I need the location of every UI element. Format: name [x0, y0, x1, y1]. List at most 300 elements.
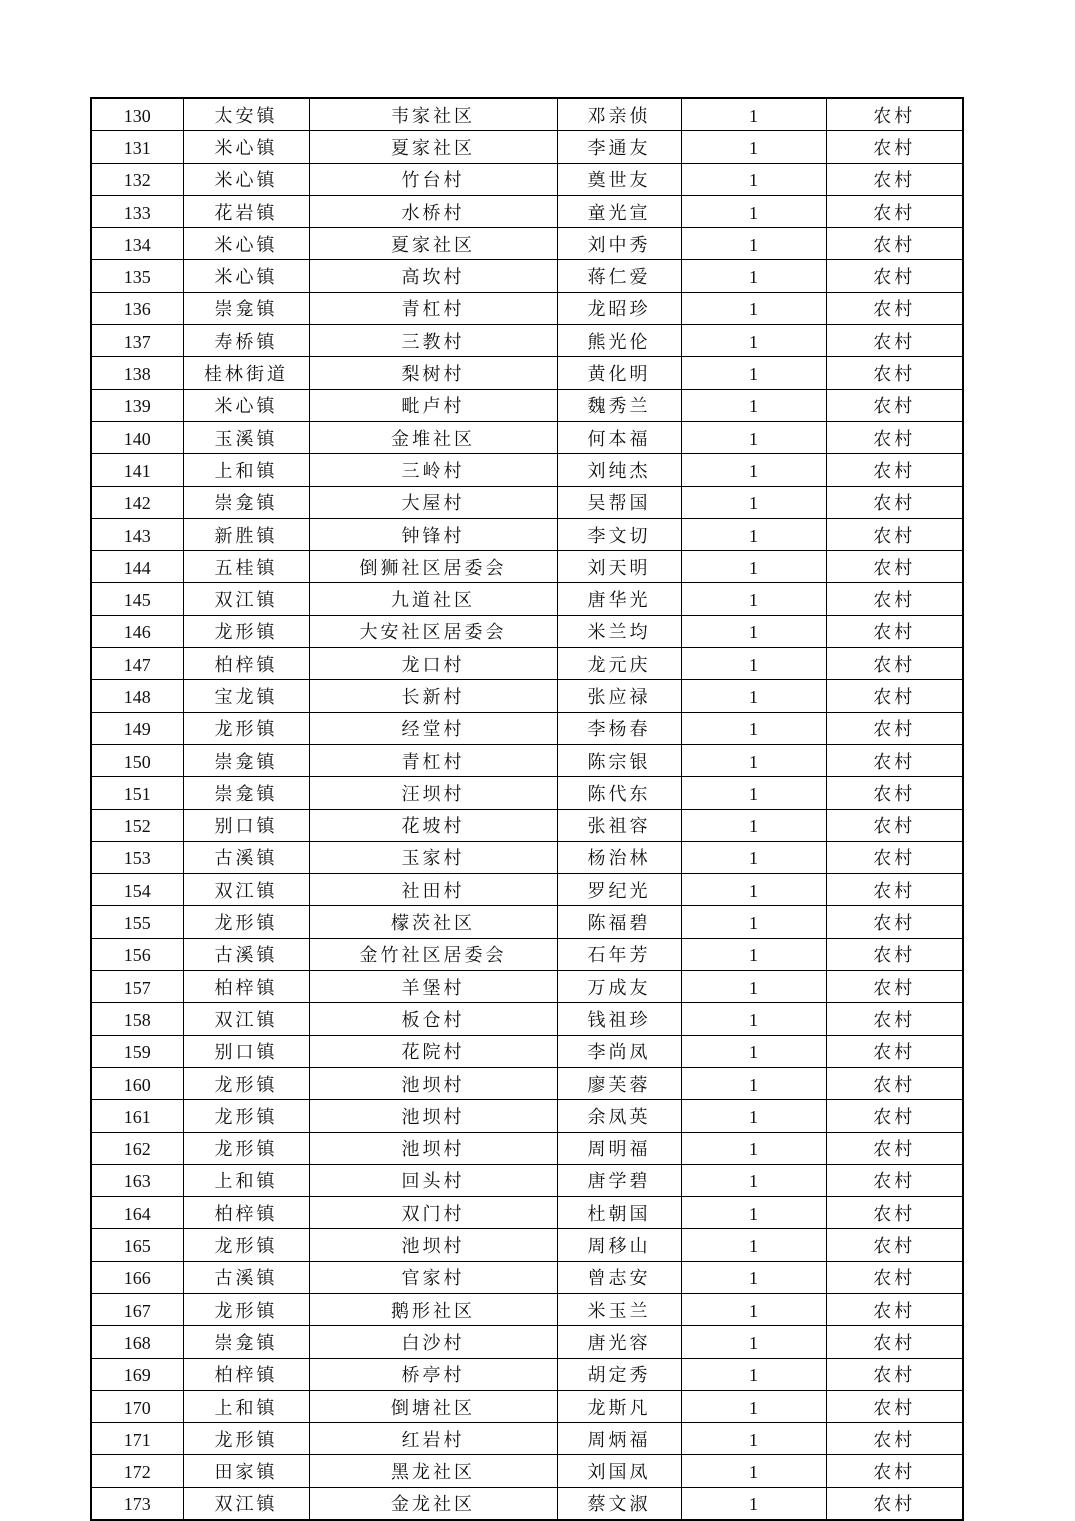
table-row: [91, 938, 963, 970]
category-cell: 农村: [826, 1067, 963, 1099]
person-name-cell: 周移山: [557, 1229, 681, 1261]
person-name-cell: 李文切: [557, 518, 681, 550]
row-number-cell: 132: [91, 163, 183, 195]
row-number-cell: 167: [91, 1293, 183, 1325]
person-name-cell: 胡定秀: [557, 1358, 681, 1390]
table-body: [91, 98, 963, 1520]
village-cell: 板仓村: [309, 1003, 557, 1035]
town-cell: 崇龛镇: [183, 777, 309, 809]
person-name-cell: 龙斯凡: [557, 1390, 681, 1422]
category-cell: 农村: [826, 1423, 963, 1455]
count-cell: 1: [681, 938, 826, 970]
table-row: [91, 325, 963, 357]
person-name-cell: 钱祖珍: [557, 1003, 681, 1035]
count-cell: 1: [681, 131, 826, 163]
table-row: [91, 906, 963, 938]
table-row: [91, 195, 963, 227]
count-cell: 1: [681, 1132, 826, 1164]
town-cell: 米心镇: [183, 131, 309, 163]
category-cell: 农村: [826, 1358, 963, 1390]
row-number-cell: 164: [91, 1197, 183, 1229]
row-number-cell: 151: [91, 777, 183, 809]
count-cell: 1: [681, 163, 826, 195]
village-cell: 鹅形社区: [309, 1293, 557, 1325]
table-row: [91, 1229, 963, 1261]
category-cell: 农村: [826, 1390, 963, 1422]
person-name-cell: 吴帮国: [557, 486, 681, 518]
category-cell: 农村: [826, 486, 963, 518]
town-cell: 新胜镇: [183, 518, 309, 550]
row-number-cell: 144: [91, 551, 183, 583]
category-cell: 农村: [826, 389, 963, 421]
village-cell: 倒狮社区居委会: [309, 551, 557, 583]
village-cell: 高坎村: [309, 260, 557, 292]
count-cell: 1: [681, 1455, 826, 1487]
person-name-cell: 刘天明: [557, 551, 681, 583]
person-name-cell: 刘国凤: [557, 1455, 681, 1487]
count-cell: 1: [681, 841, 826, 873]
table-row: [91, 841, 963, 873]
category-cell: 农村: [826, 1487, 963, 1520]
count-cell: 1: [681, 1261, 826, 1293]
town-cell: 上和镇: [183, 1164, 309, 1196]
count-cell: 1: [681, 1035, 826, 1067]
category-cell: 农村: [826, 260, 963, 292]
village-cell: 青杠村: [309, 744, 557, 776]
town-cell: 柏梓镇: [183, 648, 309, 680]
count-cell: 1: [681, 712, 826, 744]
person-name-cell: 唐光容: [557, 1326, 681, 1358]
row-number-cell: 150: [91, 744, 183, 776]
town-cell: 米心镇: [183, 389, 309, 421]
row-number-cell: 143: [91, 518, 183, 550]
town-cell: 龙形镇: [183, 712, 309, 744]
village-cell: 九道社区: [309, 583, 557, 615]
category-cell: 农村: [826, 454, 963, 486]
person-name-cell: 唐华光: [557, 583, 681, 615]
village-cell: 长新村: [309, 680, 557, 712]
category-cell: 农村: [826, 292, 963, 324]
count-cell: 1: [681, 744, 826, 776]
table-row: [91, 712, 963, 744]
village-cell: 红岩村: [309, 1423, 557, 1455]
count-cell: 1: [681, 1487, 826, 1520]
person-name-cell: 曾志安: [557, 1261, 681, 1293]
village-cell: 倒塘社区: [309, 1390, 557, 1422]
count-cell: 1: [681, 325, 826, 357]
person-name-cell: 周炳福: [557, 1423, 681, 1455]
row-number-cell: 152: [91, 809, 183, 841]
town-cell: 桂林街道: [183, 357, 309, 389]
count-cell: 1: [681, 1326, 826, 1358]
row-number-cell: 170: [91, 1390, 183, 1422]
row-number-cell: 159: [91, 1035, 183, 1067]
village-cell: 金竹社区居委会: [309, 938, 557, 970]
count-cell: 1: [681, 1293, 826, 1325]
category-cell: 农村: [826, 228, 963, 260]
category-cell: 农村: [826, 1132, 963, 1164]
count-cell: 1: [681, 1423, 826, 1455]
row-number-cell: 140: [91, 421, 183, 453]
village-cell: 汪坝村: [309, 777, 557, 809]
village-cell: 大屋村: [309, 486, 557, 518]
row-number-cell: 163: [91, 1164, 183, 1196]
village-cell: 双门村: [309, 1197, 557, 1229]
category-cell: 农村: [826, 809, 963, 841]
town-cell: 龙形镇: [183, 1293, 309, 1325]
town-cell: 上和镇: [183, 1390, 309, 1422]
table-row: [91, 1455, 963, 1487]
table-row: [91, 357, 963, 389]
table-row: [91, 131, 963, 163]
table-row: [91, 1358, 963, 1390]
row-number-cell: 148: [91, 680, 183, 712]
table-row: [91, 744, 963, 776]
town-cell: 双江镇: [183, 874, 309, 906]
table-row: [91, 680, 963, 712]
category-cell: 农村: [826, 1261, 963, 1293]
village-cell: 池坝村: [309, 1100, 557, 1132]
category-cell: 农村: [826, 648, 963, 680]
row-number-cell: 139: [91, 389, 183, 421]
table-row: [91, 551, 963, 583]
village-cell: 金龙社区: [309, 1487, 557, 1520]
village-cell: 回头村: [309, 1164, 557, 1196]
count-cell: 1: [681, 1197, 826, 1229]
category-cell: 农村: [826, 551, 963, 583]
count-cell: 1: [681, 1067, 826, 1099]
person-name-cell: 龙元庆: [557, 648, 681, 680]
person-name-cell: 罗纪光: [557, 874, 681, 906]
town-cell: 上和镇: [183, 454, 309, 486]
town-cell: 柏梓镇: [183, 1358, 309, 1390]
count-cell: 1: [681, 357, 826, 389]
row-number-cell: 155: [91, 906, 183, 938]
row-number-cell: 157: [91, 971, 183, 1003]
row-number-cell: 169: [91, 1358, 183, 1390]
count-cell: 1: [681, 1100, 826, 1132]
category-cell: 农村: [826, 841, 963, 873]
village-cell: 三教村: [309, 325, 557, 357]
person-name-cell: 童光宣: [557, 195, 681, 227]
town-cell: 别口镇: [183, 1035, 309, 1067]
row-number-cell: 145: [91, 583, 183, 615]
row-number-cell: 172: [91, 1455, 183, 1487]
table-row: [91, 1326, 963, 1358]
row-number-cell: 138: [91, 357, 183, 389]
town-cell: 龙形镇: [183, 1100, 309, 1132]
row-number-cell: 166: [91, 1261, 183, 1293]
village-cell: 梨树村: [309, 357, 557, 389]
row-number-cell: 147: [91, 648, 183, 680]
table-row: [91, 777, 963, 809]
row-number-cell: 142: [91, 486, 183, 518]
table-row: [91, 98, 963, 131]
row-number-cell: 149: [91, 712, 183, 744]
town-cell: 寿桥镇: [183, 325, 309, 357]
row-number-cell: 134: [91, 228, 183, 260]
village-cell: 金堆社区: [309, 421, 557, 453]
person-name-cell: 周明福: [557, 1132, 681, 1164]
category-cell: 农村: [826, 1229, 963, 1261]
person-name-cell: 龙昭珍: [557, 292, 681, 324]
village-cell: 韦家社区: [309, 98, 557, 131]
town-cell: 古溪镇: [183, 1261, 309, 1293]
category-cell: 农村: [826, 777, 963, 809]
count-cell: 1: [681, 1164, 826, 1196]
row-number-cell: 171: [91, 1423, 183, 1455]
row-number-cell: 161: [91, 1100, 183, 1132]
category-cell: 农村: [826, 583, 963, 615]
town-cell: 别口镇: [183, 809, 309, 841]
count-cell: 1: [681, 1358, 826, 1390]
table-row: [91, 1003, 963, 1035]
row-number-cell: 162: [91, 1132, 183, 1164]
person-name-cell: 余凤英: [557, 1100, 681, 1132]
table-row: [91, 1197, 963, 1229]
table-row: [91, 260, 963, 292]
count-cell: 1: [681, 486, 826, 518]
table-row: [91, 1390, 963, 1422]
person-name-cell: 米兰均: [557, 615, 681, 647]
village-cell: 水桥村: [309, 195, 557, 227]
category-cell: 农村: [826, 680, 963, 712]
table-row: [91, 1423, 963, 1455]
category-cell: 农村: [826, 325, 963, 357]
town-cell: 龙形镇: [183, 1067, 309, 1099]
village-cell: 白沙村: [309, 1326, 557, 1358]
person-name-cell: 陈代东: [557, 777, 681, 809]
village-cell: 竹台村: [309, 163, 557, 195]
row-number-cell: 153: [91, 841, 183, 873]
row-number-cell: 154: [91, 874, 183, 906]
count-cell: 1: [681, 615, 826, 647]
row-number-cell: 131: [91, 131, 183, 163]
person-name-cell: 魏秀兰: [557, 389, 681, 421]
count-cell: 1: [681, 874, 826, 906]
person-name-cell: 李尚凤: [557, 1035, 681, 1067]
person-name-cell: 李通友: [557, 131, 681, 163]
count-cell: 1: [681, 648, 826, 680]
person-name-cell: 张祖容: [557, 809, 681, 841]
count-cell: 1: [681, 454, 826, 486]
row-number-cell: 146: [91, 615, 183, 647]
count-cell: 1: [681, 1390, 826, 1422]
town-cell: 玉溪镇: [183, 421, 309, 453]
person-name-cell: 奠世友: [557, 163, 681, 195]
town-cell: 柏梓镇: [183, 971, 309, 1003]
town-cell: 柏梓镇: [183, 1197, 309, 1229]
town-cell: 米心镇: [183, 163, 309, 195]
table-row: [91, 1261, 963, 1293]
count-cell: 1: [681, 518, 826, 550]
village-cell: 羊堡村: [309, 971, 557, 1003]
category-cell: 农村: [826, 906, 963, 938]
village-cell: 池坝村: [309, 1067, 557, 1099]
village-cell: 檬茨社区: [309, 906, 557, 938]
table-row: [91, 1164, 963, 1196]
person-name-cell: 熊光伦: [557, 325, 681, 357]
village-cell: 三岭村: [309, 454, 557, 486]
category-cell: 农村: [826, 744, 963, 776]
village-cell: 池坝村: [309, 1132, 557, 1164]
town-cell: 龙形镇: [183, 615, 309, 647]
count-cell: 1: [681, 228, 826, 260]
count-cell: 1: [681, 421, 826, 453]
count-cell: 1: [681, 1003, 826, 1035]
table-row: [91, 228, 963, 260]
table-row: [91, 971, 963, 1003]
table-row: [91, 615, 963, 647]
person-name-cell: 石年芳: [557, 938, 681, 970]
count-cell: 1: [681, 680, 826, 712]
category-cell: 农村: [826, 1197, 963, 1229]
category-cell: 农村: [826, 1293, 963, 1325]
count-cell: 1: [681, 971, 826, 1003]
village-cell: 官家村: [309, 1261, 557, 1293]
village-cell: 桥亭村: [309, 1358, 557, 1390]
row-number-cell: 158: [91, 1003, 183, 1035]
village-cell: 玉家村: [309, 841, 557, 873]
category-cell: 农村: [826, 1035, 963, 1067]
count-cell: 1: [681, 1229, 826, 1261]
count-cell: 1: [681, 777, 826, 809]
category-cell: 农村: [826, 1003, 963, 1035]
table-row: [91, 1100, 963, 1132]
category-cell: 农村: [826, 98, 963, 131]
count-cell: 1: [681, 98, 826, 131]
town-cell: 双江镇: [183, 583, 309, 615]
village-cell: 经堂村: [309, 712, 557, 744]
table-row: [91, 1035, 963, 1067]
category-cell: 农村: [826, 163, 963, 195]
row-number-cell: 173: [91, 1487, 183, 1520]
town-cell: 宝龙镇: [183, 680, 309, 712]
category-cell: 农村: [826, 971, 963, 1003]
table-row: [91, 874, 963, 906]
person-name-cell: 陈福碧: [557, 906, 681, 938]
category-cell: 农村: [826, 131, 963, 163]
category-cell: 农村: [826, 712, 963, 744]
town-cell: 古溪镇: [183, 938, 309, 970]
person-name-cell: 米玉兰: [557, 1293, 681, 1325]
recipient-table: [90, 97, 964, 1521]
count-cell: 1: [681, 551, 826, 583]
village-cell: 夏家社区: [309, 131, 557, 163]
village-cell: 池坝村: [309, 1229, 557, 1261]
person-name-cell: 杜朝国: [557, 1197, 681, 1229]
town-cell: 米心镇: [183, 228, 309, 260]
row-number-cell: 165: [91, 1229, 183, 1261]
town-cell: 崇龛镇: [183, 744, 309, 776]
table-row: [91, 454, 963, 486]
count-cell: 1: [681, 292, 826, 324]
category-cell: 农村: [826, 421, 963, 453]
village-cell: 龙口村: [309, 648, 557, 680]
town-cell: 双江镇: [183, 1003, 309, 1035]
table-row: [91, 648, 963, 680]
category-cell: 农村: [826, 1100, 963, 1132]
category-cell: 农村: [826, 938, 963, 970]
count-cell: 1: [681, 195, 826, 227]
table-row: [91, 518, 963, 550]
table-row: [91, 1293, 963, 1325]
table-row: [91, 486, 963, 518]
town-cell: 田家镇: [183, 1455, 309, 1487]
town-cell: 崇龛镇: [183, 486, 309, 518]
table-row: [91, 583, 963, 615]
person-name-cell: 万成友: [557, 971, 681, 1003]
town-cell: 双江镇: [183, 1487, 309, 1520]
table-row: [91, 1132, 963, 1164]
count-cell: 1: [681, 906, 826, 938]
row-number-cell: 133: [91, 195, 183, 227]
village-cell: 钟锋村: [309, 518, 557, 550]
town-cell: 花岩镇: [183, 195, 309, 227]
town-cell: 崇龛镇: [183, 1326, 309, 1358]
person-name-cell: 张应禄: [557, 680, 681, 712]
person-name-cell: 蒋仁爱: [557, 260, 681, 292]
person-name-cell: 陈宗银: [557, 744, 681, 776]
row-number-cell: 136: [91, 292, 183, 324]
town-cell: 龙形镇: [183, 1132, 309, 1164]
person-name-cell: 杨治林: [557, 841, 681, 873]
row-number-cell: 168: [91, 1326, 183, 1358]
category-cell: 农村: [826, 615, 963, 647]
table-row: [91, 421, 963, 453]
category-cell: 农村: [826, 874, 963, 906]
table-row: [91, 163, 963, 195]
category-cell: 农村: [826, 518, 963, 550]
person-name-cell: 邓亲侦: [557, 98, 681, 131]
town-cell: 太安镇: [183, 98, 309, 131]
town-cell: 龙形镇: [183, 906, 309, 938]
person-name-cell: 蔡文淑: [557, 1487, 681, 1520]
town-cell: 古溪镇: [183, 841, 309, 873]
person-name-cell: 刘中秀: [557, 228, 681, 260]
count-cell: 1: [681, 260, 826, 292]
table-row: [91, 389, 963, 421]
category-cell: 农村: [826, 1455, 963, 1487]
row-number-cell: 141: [91, 454, 183, 486]
town-cell: 龙形镇: [183, 1229, 309, 1261]
row-number-cell: 135: [91, 260, 183, 292]
table-row: [91, 1487, 963, 1520]
village-cell: 大安社区居委会: [309, 615, 557, 647]
table-row: [91, 809, 963, 841]
row-number-cell: 137: [91, 325, 183, 357]
town-cell: 五桂镇: [183, 551, 309, 583]
category-cell: 农村: [826, 1164, 963, 1196]
village-cell: 花坡村: [309, 809, 557, 841]
category-cell: 农村: [826, 357, 963, 389]
category-cell: 农村: [826, 1326, 963, 1358]
person-name-cell: 何本福: [557, 421, 681, 453]
count-cell: 1: [681, 389, 826, 421]
person-name-cell: 李杨春: [557, 712, 681, 744]
person-name-cell: 黄化明: [557, 357, 681, 389]
village-cell: 花院村: [309, 1035, 557, 1067]
village-cell: 黑龙社区: [309, 1455, 557, 1487]
person-name-cell: 廖芙蓉: [557, 1067, 681, 1099]
village-cell: 社田村: [309, 874, 557, 906]
town-cell: 龙形镇: [183, 1423, 309, 1455]
count-cell: 1: [681, 583, 826, 615]
table-row: [91, 1067, 963, 1099]
village-cell: 青杠村: [309, 292, 557, 324]
village-cell: 夏家社区: [309, 228, 557, 260]
table-row: [91, 292, 963, 324]
